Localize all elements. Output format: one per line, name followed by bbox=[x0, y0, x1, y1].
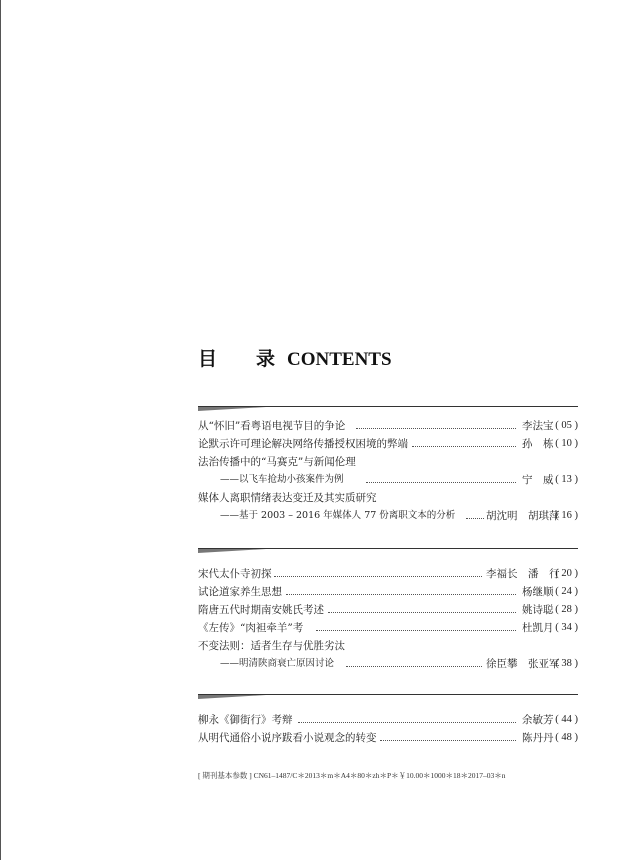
entry-page: ( 05 ) bbox=[555, 420, 578, 431]
title-chinese: 目 录 bbox=[198, 348, 286, 370]
entry-title: 不变法则：适者生存与优胜劣汰 bbox=[198, 640, 345, 652]
entry-title: 试论道家养生思想 bbox=[198, 586, 282, 598]
toc-entry[interactable] bbox=[198, 619, 578, 637]
toc-entry[interactable] bbox=[198, 601, 578, 619]
toc-section-2 bbox=[198, 548, 578, 673]
leader-dots bbox=[412, 446, 516, 447]
toc-entry[interactable] bbox=[198, 729, 578, 747]
entry-author: 孙 栋 bbox=[522, 438, 554, 450]
entry-title: 论默示许可理论解决网络传播授权困境的弊端 bbox=[198, 438, 408, 450]
toc-section-1 bbox=[198, 406, 578, 525]
toc-entry[interactable] bbox=[198, 583, 578, 601]
toc-section-3 bbox=[198, 694, 578, 747]
entry-author: 李福长 潘 行 bbox=[486, 568, 560, 580]
journal-parameters: [ 期刊基本参数 ] CN61–1487/C＊2013＊m＊A4＊80＊zh＊P＊￥10.00＊1000＊18＊2017–03＊n bbox=[198, 771, 506, 780]
toc-entry[interactable] bbox=[198, 417, 578, 435]
leader-dots bbox=[466, 518, 484, 519]
entry-page: ( 38 ) bbox=[555, 658, 578, 669]
entry-page: ( 20 ) bbox=[555, 568, 578, 579]
entry-subtitle: ——以飞车抢劫小孩案件为例 bbox=[220, 474, 344, 485]
entry-title: 宋代太仆寺初探 bbox=[198, 568, 272, 580]
entry-page: ( 24 ) bbox=[555, 586, 578, 597]
leader-dots bbox=[274, 576, 482, 577]
toc-entry-subtitle[interactable] bbox=[198, 655, 578, 673]
leader-dots bbox=[298, 722, 516, 723]
entry-page: ( 28 ) bbox=[555, 604, 578, 615]
toc-entry-subtitle[interactable] bbox=[198, 471, 578, 489]
entry-title: 媒体人离职情绪表达变迁及其实质研究 bbox=[198, 492, 377, 504]
leader-dots bbox=[316, 630, 516, 631]
entry-author: 姚诗聪 bbox=[522, 604, 554, 616]
entry-author: 宁 威 bbox=[522, 474, 554, 486]
entry-author: 徐臣攀 张亚军 bbox=[486, 658, 560, 670]
leader-dots bbox=[328, 612, 516, 613]
entry-subtitle: ——明清陕商衰亡原因讨论 bbox=[220, 658, 335, 669]
leader-dots bbox=[286, 594, 516, 595]
entry-page: ( 34 ) bbox=[555, 622, 578, 633]
entry-page: ( 44 ) bbox=[555, 714, 578, 725]
toc-entry[interactable] bbox=[198, 435, 578, 453]
entry-page: ( 13 ) bbox=[555, 474, 578, 485]
entry-subtitle: ——基于 2003 – 2016 年媒体人 77 份离职文本的分析 bbox=[220, 510, 456, 521]
page-title bbox=[198, 344, 392, 372]
title-english: CONTENTS bbox=[287, 349, 392, 370]
toc-entry[interactable] bbox=[198, 489, 578, 507]
page-spine-line bbox=[0, 0, 1, 860]
entry-author: 胡沈明 胡琪萍 bbox=[486, 510, 560, 522]
leader-dots bbox=[356, 428, 516, 429]
toc-entry-subtitle[interactable] bbox=[198, 507, 578, 525]
leader-dots bbox=[346, 666, 482, 667]
entry-title: 从明代通俗小说序跋看小说观念的转变 bbox=[198, 732, 377, 744]
entry-author: 杜凯月 bbox=[522, 622, 554, 634]
entry-page: ( 10 ) bbox=[555, 438, 578, 449]
entry-title: 柳永《御街行》考辩 bbox=[198, 714, 293, 726]
entry-page: ( 16 ) bbox=[555, 510, 578, 521]
entry-page: ( 48 ) bbox=[555, 732, 578, 743]
entry-title: 从“怀旧”看粤语电视节目的争论 bbox=[198, 420, 346, 432]
entry-author: 杨继顺 bbox=[522, 586, 554, 598]
leader-dots bbox=[366, 482, 516, 483]
toc-entry[interactable] bbox=[198, 453, 578, 471]
toc-entry[interactable] bbox=[198, 711, 578, 729]
entry-title: 《左传》“肉袒牵羊”考 bbox=[198, 622, 304, 634]
entry-title: 隋唐五代时期南安姚氏考述 bbox=[198, 604, 324, 616]
entry-author: 余敏芳 bbox=[522, 714, 554, 726]
toc-entry[interactable] bbox=[198, 637, 578, 655]
leader-dots bbox=[380, 740, 516, 741]
entry-title: 法治传播中的“马赛克”与新闻伦理 bbox=[198, 456, 356, 468]
entry-author: 陈丹丹 bbox=[522, 732, 554, 744]
entry-author: 李法宝 bbox=[522, 420, 554, 432]
toc-entry[interactable] bbox=[198, 565, 578, 583]
